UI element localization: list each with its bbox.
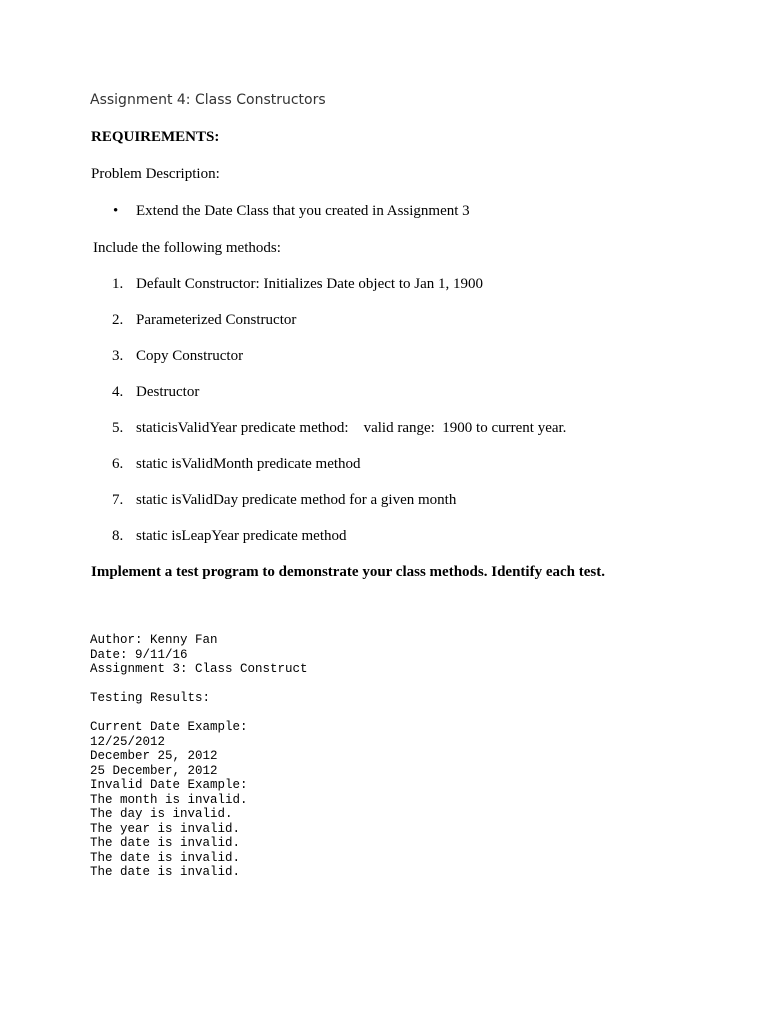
method-number: 5.: [112, 420, 124, 436]
method-number: 2.: [112, 312, 124, 328]
code-line: The day is invalid.: [90, 807, 233, 821]
method-item: [112, 527, 347, 545]
method-number: 8.: [112, 528, 124, 544]
method-item: [112, 419, 567, 437]
bullet-icon: •: [113, 203, 119, 219]
code-line: Assignment 3: Class Construct: [90, 662, 308, 676]
code-line: [90, 706, 308, 721]
method-text: static isValidDay predicate method for a given month: [136, 492, 457, 508]
method-text: Default Constructor: Initializes Date object to Jan 1, 1900: [136, 276, 483, 292]
method-item: [112, 455, 361, 473]
document-title: Assignment 4: Class Constructors: [90, 92, 326, 108]
code-line: The month is invalid.: [90, 792, 248, 807]
method-text: Copy Constructor: [136, 348, 244, 364]
method-number: 6.: [112, 456, 124, 472]
method-number: 1.: [112, 276, 124, 292]
implement-instruction: Implement a test program to demonstrate your class methods. Identify each test.: [91, 564, 605, 580]
method-item: [112, 383, 200, 401]
code-line: Invalid Date Example:: [90, 778, 248, 792]
code-line: December 25, 2012: [90, 749, 218, 763]
method-text: static isValidMonth predicate method: [136, 456, 361, 472]
method-number: 3.: [112, 348, 124, 364]
code-line: The date is invalid.: [90, 850, 241, 865]
include-methods-line: Include the following methods:: [93, 240, 281, 256]
code-line: [90, 677, 308, 692]
method-text: Parameterized Constructor: [136, 312, 297, 328]
code-line: Testing Results:: [90, 691, 211, 705]
requirements-heading: REQUIREMENTS:: [91, 129, 220, 145]
code-line: 25 December, 2012: [90, 763, 218, 778]
methods-list: [112, 275, 567, 563]
code-line: Date: 9/11/16: [90, 647, 188, 662]
code-line: The date is invalid.: [90, 836, 241, 850]
method-number: 4.: [112, 384, 124, 400]
method-item: [112, 491, 457, 509]
method-text: static isLeapYear predicate method: [136, 528, 347, 544]
problem-description-label: Problem Description:: [91, 166, 220, 182]
bullet-text: Extend the Date Class that you created in Assignment 3: [136, 203, 470, 219]
code-line: The date is invalid.: [90, 865, 241, 879]
code-line: The year is invalid.: [90, 821, 241, 836]
method-item: [112, 347, 244, 365]
method-item: [112, 311, 297, 329]
test-output-block: [90, 633, 308, 880]
code-line: 12/25/2012: [90, 734, 166, 749]
method-text: Destructor: [136, 384, 200, 400]
method-number: 7.: [112, 492, 124, 508]
code-line: Current Date Example:: [90, 720, 248, 734]
method-item: [112, 275, 483, 293]
code-line: Author: Kenny Fan: [90, 633, 218, 647]
method-text: staticisValidYear predicate method: valid range: 1900 to current year.: [136, 420, 567, 436]
